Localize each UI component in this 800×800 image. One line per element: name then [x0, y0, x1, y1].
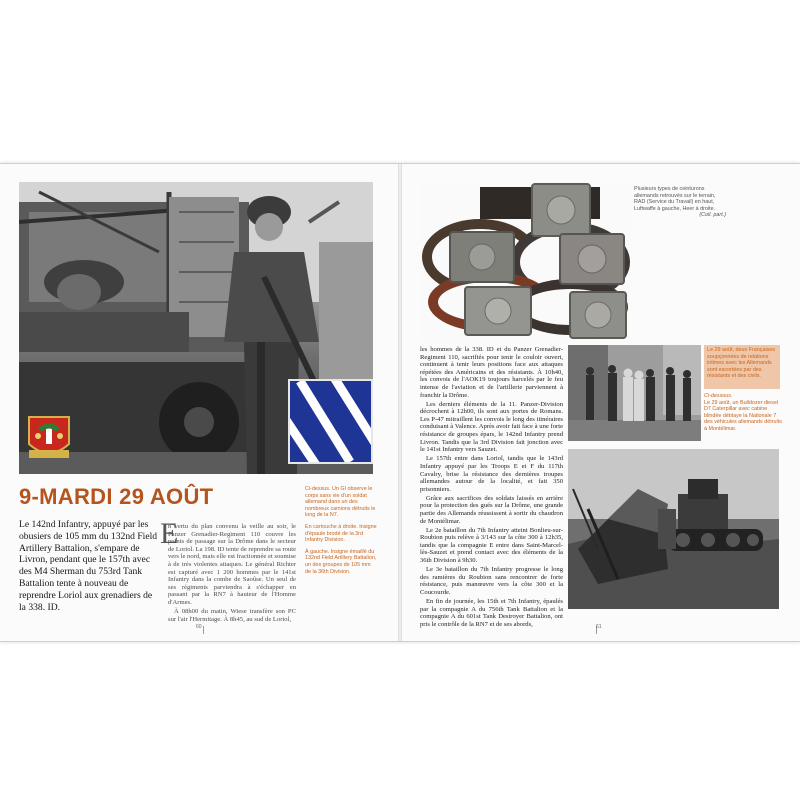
book-spread	[0, 163, 800, 642]
right-body-paragraph: En fin de journée, les 15th et 7th Infantry, épaulés par la compagnie A du 756th Tank Battalion et la compagnie A du 601st Tank Destroyer Battalion, ont pris le contrôle de la RN7 et de ses abords,	[420, 598, 563, 628]
women-escorted-photo	[568, 345, 701, 441]
belts-caption	[634, 186, 726, 219]
bulldozer-caption-label: Ci-dessous.	[704, 393, 733, 399]
belts-caption-text: Plusieurs types de ceinturons allemands retrouvés sur le terrain, RAD (Service du Travail) en haut, Luftwaffe à gauche, Heer à droite.	[634, 186, 716, 212]
right-body-paragraph: Le 2e bataillon du 7th Infantry atteint Bonlieu-sur-Roubion puis relève à 3/143 sur la côte 300 à 12h35, tandis que la compagnie E entre dans Saint-Marcel-lès-Sauzet et prend contact avec des éléments de la 36th Division à 9h30.	[420, 526, 563, 565]
women-caption-text: Le 29 août, deux Françaises soupçonnées de relations intimes avec les Allemands sont escortées par des résistants et des civils.	[707, 347, 776, 380]
caption-a-gauche: À gauche. Insigne émaillé du 132nd Field Artillery Battalion, un des groupes de 105 mm de la 36th Division.	[305, 548, 377, 575]
right-body-text	[420, 346, 563, 630]
right-body-paragraph: Le 157th entre dans Loriol, tandis que le 143rd Infantry appuyé par les Troops E et F du 117th Cavalry, brise la résistance des dernières troupes allemandes autour de la localité, et fait 350 prisonniers.	[420, 455, 563, 493]
left-folio: 60	[196, 624, 202, 630]
left-body-paragraph: n vertu du plan convenu la veille au soir, le Panzer Grenadier-Regiment 110 couvre les points de passage sur la Drôme dans le secteur de Loriol. La 198. ID tente de reprendre sa route vers le nord, mais elle est fractionnée et soumise à de très violentes attaques. Le général Richter est capturé avec 1 200 hommes par le 141st Infantry dans la combe de Saoûse. Un seul de ses régiments parviendra à s'échapper en passant par la RN7 à hauteur de l'Homme d'Armes.	[168, 523, 296, 606]
left-captions	[305, 486, 377, 575]
belts-caption-credit: (Coll. part.)	[699, 212, 726, 219]
right-page	[402, 164, 800, 641]
bulldozer-photo	[568, 449, 779, 609]
left-page	[0, 164, 398, 641]
caption-ci-dessus: Ci-dessus. Un GI observe le corps sans vie d'un soldat allemand dans un des nombreux camions détruits le long de la N7.	[305, 486, 376, 519]
bulldozer-caption	[704, 393, 782, 433]
right-folio: 61	[596, 624, 602, 630]
bulldozer-caption-text: Le 29 août, un Bulldozer diesel D7 Caterpillar avec cabine blindée déblaye la Nationale 7 des véhicules allemands détruits à Montélimar.	[704, 399, 782, 432]
right-body-paragraph: Les derniers éléments de la 11. Panzer-Division décrochent à 12h00, ils sont aux portes de Romans. Les P-47 mitraillent les convois le long des itinéraires conduisant à Valence. Après avoir fait face à une forte résistance de groupes épars, le 142nd Infantry prend Livron. Tandis que la 3rd Division fait jonction avec le 141st Infantry vers Sauzet.	[420, 400, 563, 454]
left-body-paragraph: À 08h00 du matin, Wiese transfère son PC sur l'air l'Hermitage. À 8h45, au sud de Loriol,	[168, 608, 296, 623]
drop-cap: E	[160, 517, 179, 550]
right-body-paragraph: Grâce aux sacrifices des soldats laissés en arrière pour la protection des gués sur la Drôme, une grande partie des Allemands réussissent à sortir du chaudron de Montélimar.	[420, 494, 563, 525]
left-body-text	[168, 523, 296, 625]
women-caption-box	[704, 345, 780, 389]
lead-paragraph: Le 142nd Infantry, appuyé par les obusiers de 105 mm du 132nd Field Artillery Battalion, s'empare de Livron, pendant que le 157th avec des M4 Sherman du 753rd Tank Battalion tente à nouveau de reprendre Loriol aux grenadiers de la 338. ID.	[19, 519, 158, 613]
132nd-field-artillery-insignia	[26, 414, 72, 462]
3rd-division-patch	[288, 379, 373, 464]
chapter-title: 9-MARDI 29 AOÛT	[19, 484, 214, 509]
right-body-paragraph: les hommes de la 338. ID et du Panzer Grenadier-Regiment 110, sacrifiés pour tenir le couloir ouvert, continuent à tenir leurs positions face aux attaques répétées des Américains et des résistants. À 10h40, les convois de l'AOK19 toujours harcelés par le feu intense de l'aviation et de l'artillerie parviennent à franchir la Drôme.	[420, 346, 563, 399]
right-body-paragraph: Le 3e bataillon du 7th Infantry progresse le long des ramières du Roubion sans rencontrer de forte résistance, puis manœuvre vers la côte 300 et la Coucourde.	[420, 566, 563, 596]
caption-cartouche: En cartouche à droite. Insigne d'épaule brodé de la 3rd Infantry Division.	[305, 523, 377, 544]
left-folio-rule	[203, 626, 204, 634]
soldier-truck-photo	[19, 182, 373, 474]
belt-buckles-photo	[420, 182, 630, 342]
